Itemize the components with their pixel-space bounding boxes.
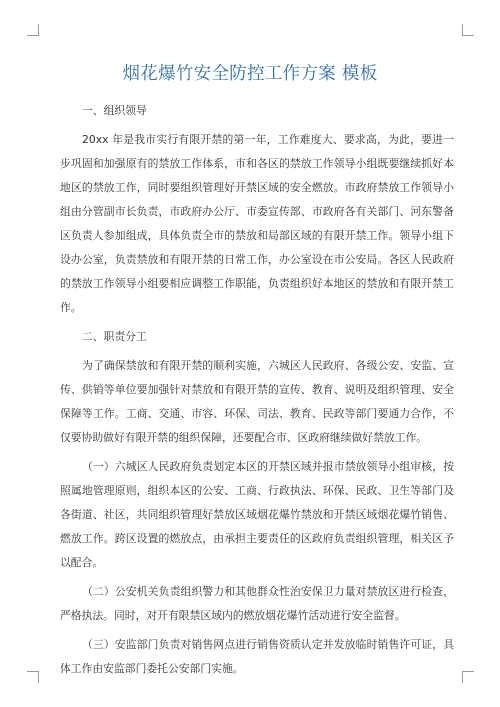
document-title: 烟花爆竹安全防控工作方案 模板: [122, 64, 378, 84]
crop-mark-top-left: [27, 24, 39, 36]
paragraph-organization: 20xx 年是我市实行有限开禁的第一年，工作难度大、要求高，为此，要进一步巩固和加强原有的禁放工作体系，市和各区的禁放工作领导小组既要继续抓好本地区的禁放工作，同时要组织管理好开禁区域的安全燃放。市政府禁放工作领导小组由分管副市长负责，市政府办公厅、市委宣传部、市政府各有关部门、河东警备区负责人参加组成，具体负责全市的禁放和局部区域的有限开禁工作。领导小组下设办公室，负责禁放和有限开禁的日常工作，办公室设在市公安局。各区人民政府的禁放工作领导小组要相应调整工作职能，负责组织好本地区的禁放和有限开禁工作。: [60, 133, 454, 314]
crop-mark-bottom-left: [27, 671, 39, 683]
paragraph-responsibility-3: （三）安监部门负责对销售网点进行销售资质认定并发放临时销售许可证，具体工作由安监部门委托公安部门实施。: [60, 638, 454, 675]
paragraph-responsibilities-intro: 为了确保禁放和有限开禁的顺利实施，六城区人民政府、各级公安、安监、宣传、供销等单位要加强针对禁放和有限开禁的宣传、教育、说明及组织管理、安全保障等工作。工商、交通、市容、环保、司法、教育、民政等部门要通力合作，不仅要协助做好有限开禁的组织保障，还要配合市、区政府继续做好禁放工作。: [60, 359, 454, 444]
paragraph-responsibility-2: （二）公安机关负责组织警力和其他群众性治安保卫力量对禁放区进行检查，严格执法。同时，对开有限禁区域内的燃放烟花爆竹活动进行安全监督。: [60, 585, 454, 622]
paragraph-responsibility-1: （一）六城区人民政府负责划定本区的开禁区域并报市禁放领导小组审核，按照属地管理原则，组织本区的公安、工商、行政执法、环保、民政、卫生等部门及各街道、社区，共同组织管理好禁放区域烟花爆竹禁放和开禁区域烟花爆竹销售、燃放工作。跨区设置的燃放点，由承担主要责任的区政府负责组织管理，相关区予以配合。: [60, 460, 454, 569]
crop-mark-bottom-right: [462, 671, 474, 683]
section-heading-organization: 一、组织领导: [82, 104, 147, 117]
crop-mark-top-right: [462, 24, 474, 36]
document-body: [60, 99, 454, 681]
section-heading-responsibilities: 二、职责分工: [82, 330, 147, 343]
